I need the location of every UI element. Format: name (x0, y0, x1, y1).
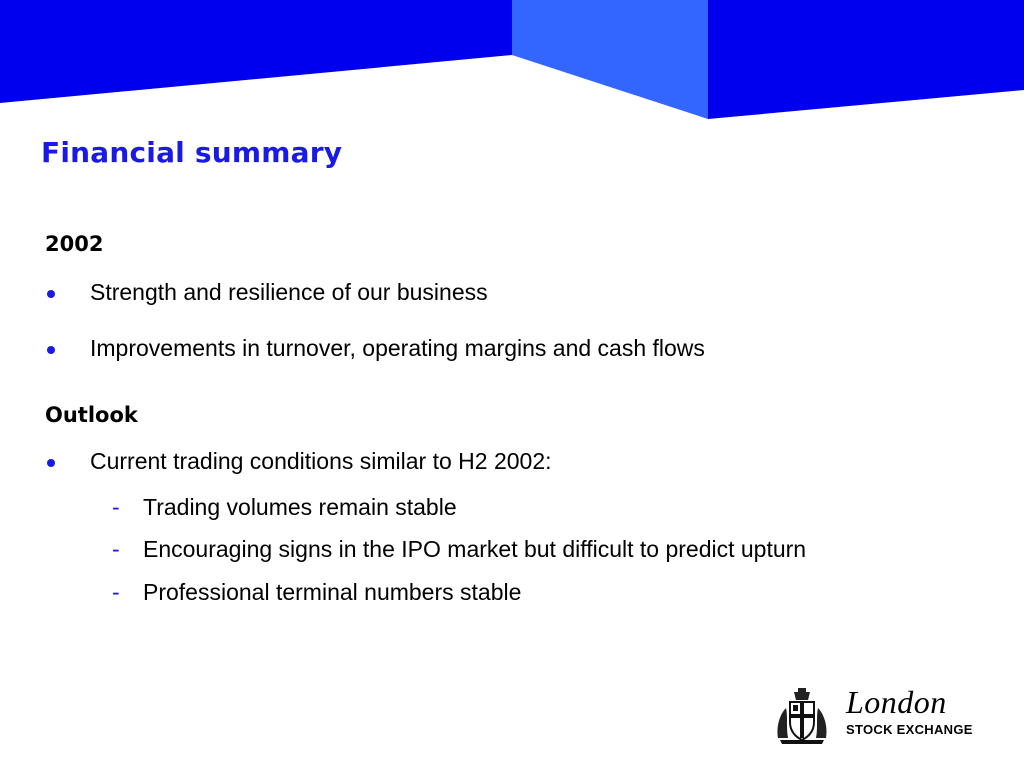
bullet-text: Improvements in turnover, operating margins and cash flows (90, 335, 705, 361)
section-heading-outlook: Outlook (45, 403, 138, 427)
banner-right-shape (708, 0, 1024, 119)
london-stock-exchange-logo (774, 684, 994, 744)
bullet-text: Current trading conditions similar to H2 2002: (90, 448, 552, 474)
sub-bullet-text: Encouraging signs in the IPO market but difficult to predict upturn (143, 536, 807, 562)
dash-icon: - (112, 536, 120, 562)
banner-left-shape (0, 0, 512, 103)
dash-icon: - (112, 579, 120, 605)
logo-wordmark: London (846, 684, 947, 720)
header-banner (0, 0, 1024, 125)
sub-bullet-text: Professional terminal numbers stable (143, 579, 522, 605)
banner-middle-shape (512, 0, 708, 119)
bullet-dot-icon (47, 459, 55, 467)
sub-bullet-text: Trading volumes remain stable (143, 494, 457, 520)
section-heading-2002: 2002 (45, 232, 104, 256)
dash-icon: - (112, 494, 120, 520)
page-title: Financial summary (41, 136, 343, 169)
coat-of-arms-icon (774, 688, 830, 744)
logo-subtitle: STOCK EXCHANGE (846, 722, 973, 737)
bullet-dot-icon (47, 290, 55, 298)
bullet-text: Strength and resilience of our business (90, 279, 488, 305)
bullet-dot-icon (47, 346, 55, 354)
